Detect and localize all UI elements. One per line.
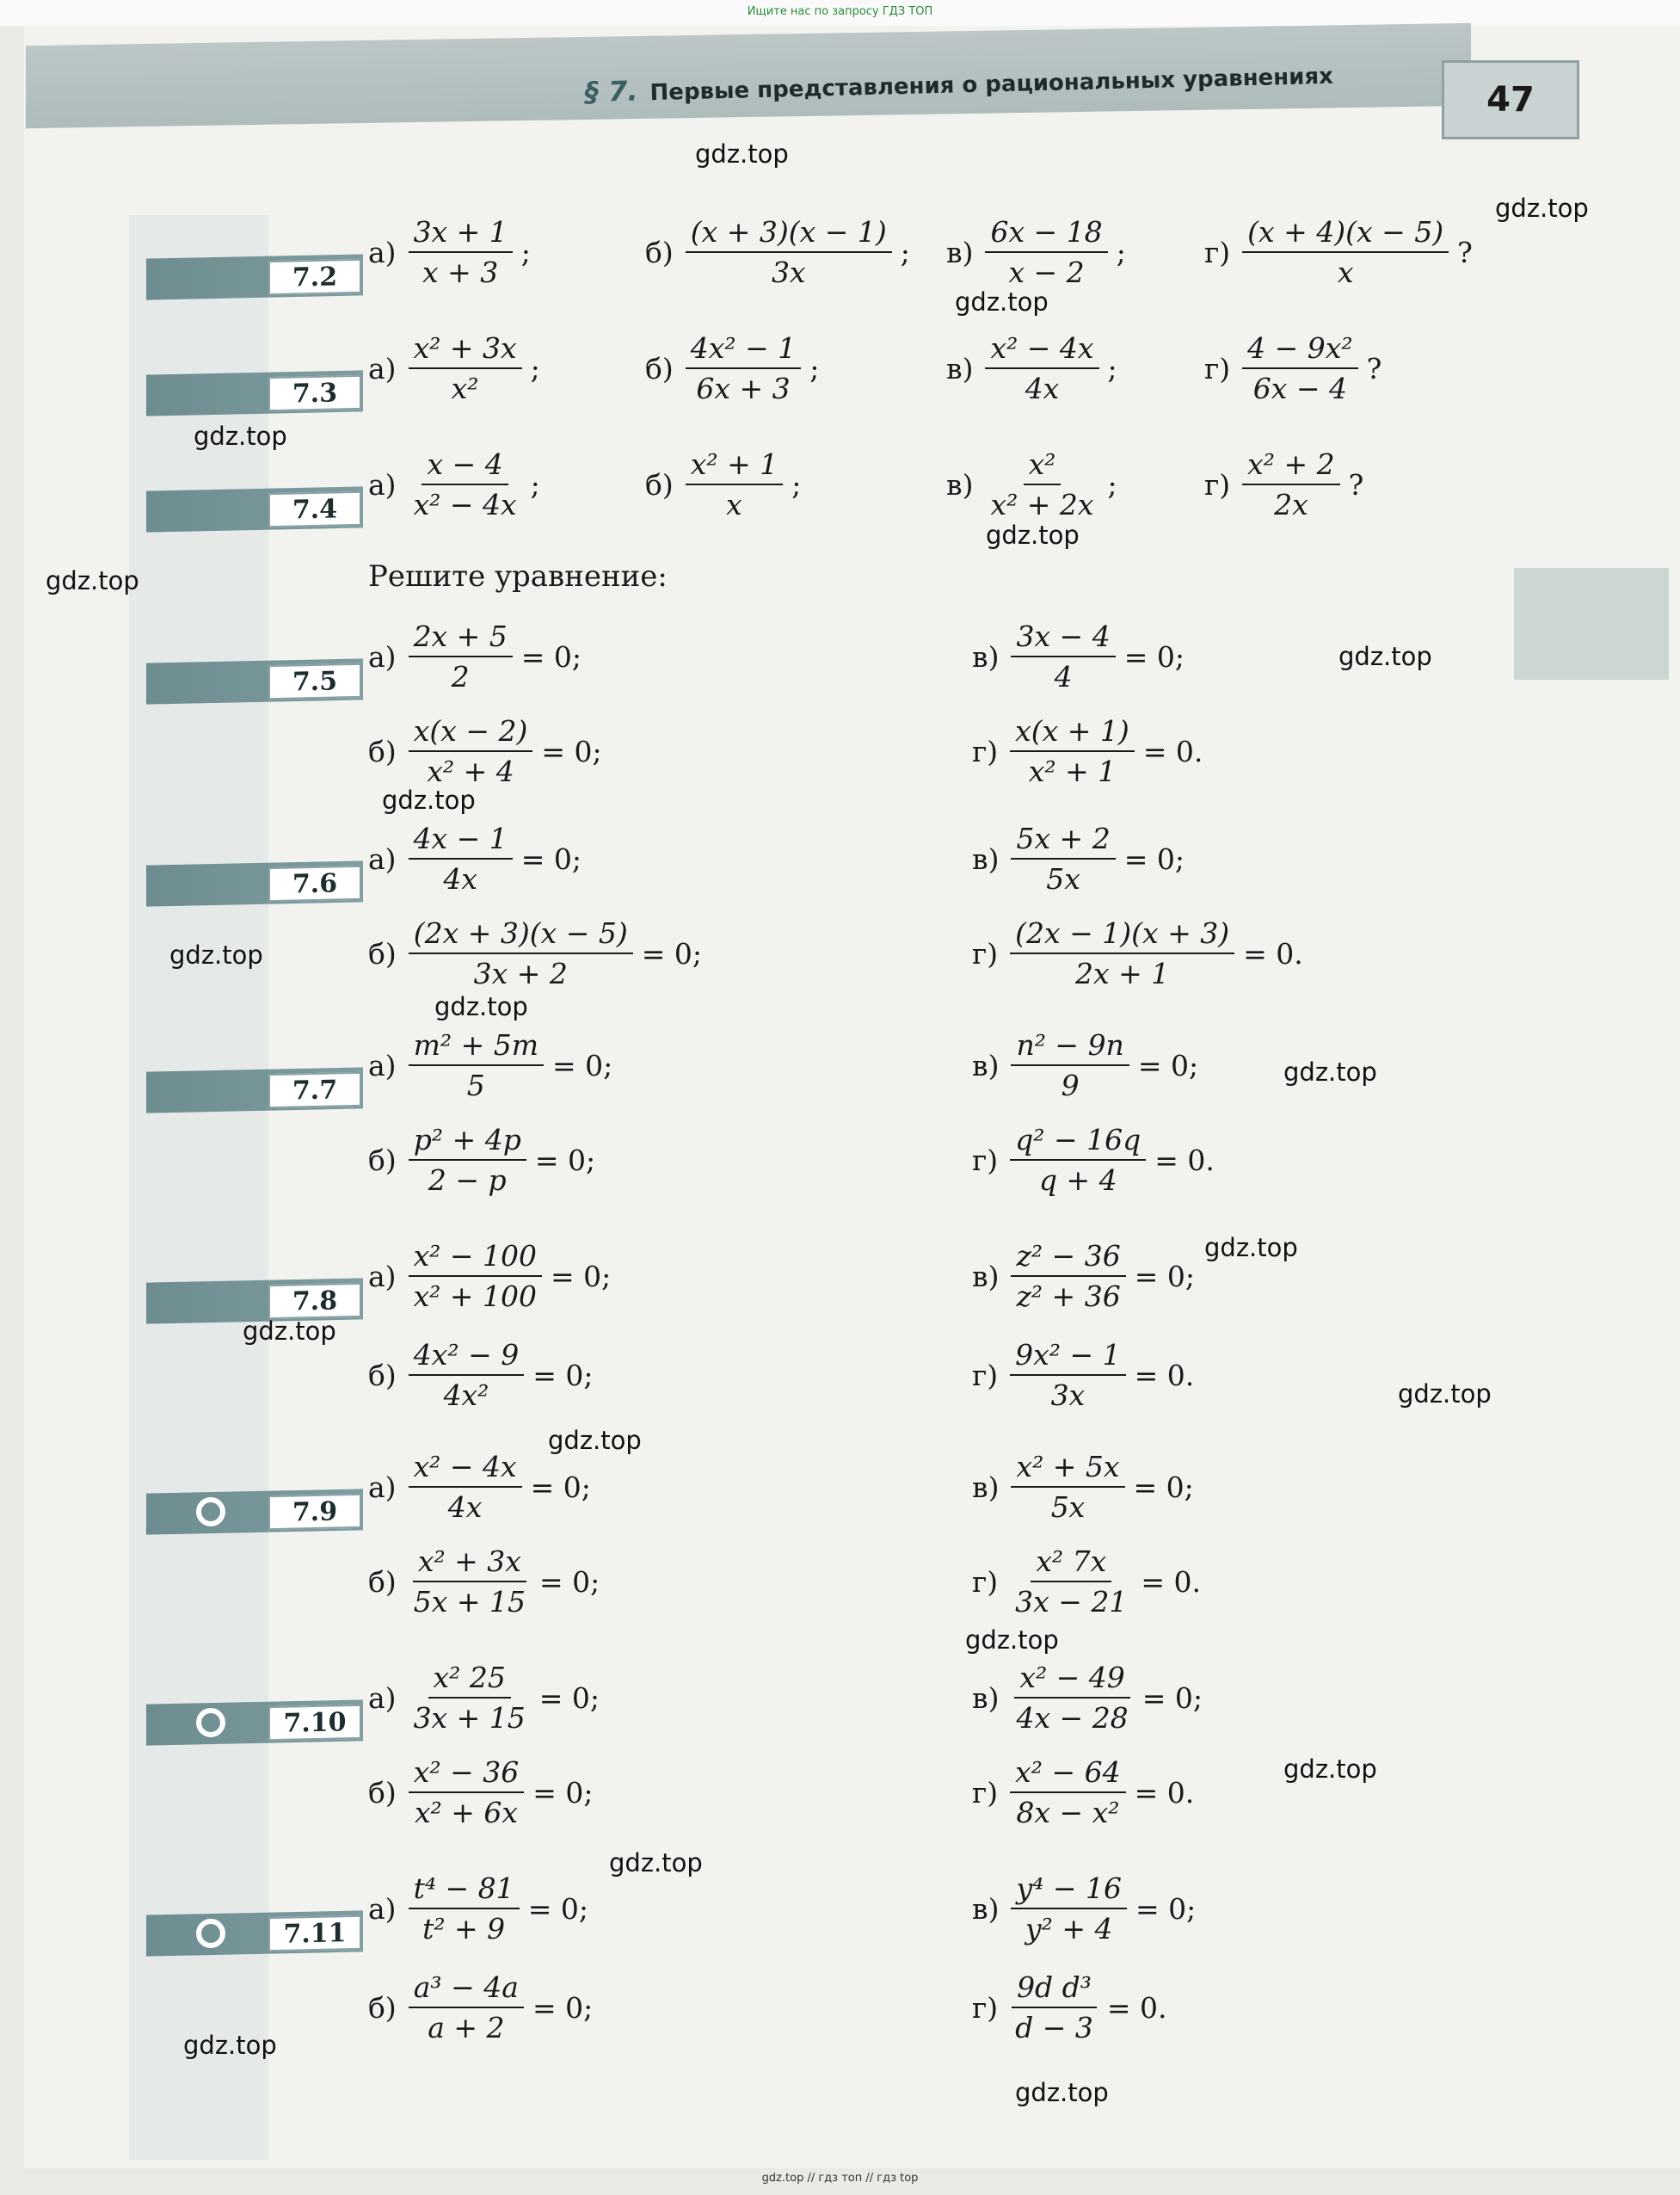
fraction-tail: = 0; (530, 1470, 591, 1504)
task-item (368, 1871, 588, 1945)
task-item (368, 822, 582, 896)
task-item (368, 331, 540, 405)
fraction (409, 822, 513, 896)
fraction-numerator: 3x − 4 (1011, 620, 1115, 657)
watermark: gdz.top (965, 1625, 1059, 1655)
fraction-tail: = 0; (520, 639, 582, 674)
fraction-tail: = 0; (1135, 1891, 1197, 1926)
task-item (368, 447, 540, 521)
fraction (409, 1028, 544, 1102)
task-item (972, 620, 1185, 694)
task-item (972, 1755, 1194, 1829)
watermark: gdz.top (1495, 194, 1589, 223)
fraction-tail: = 0. (1134, 1358, 1195, 1392)
fraction-numerator: x² − 64 (1010, 1755, 1125, 1793)
fraction-denominator: a + 2 (428, 2011, 505, 2044)
item-marker: г) (972, 1564, 999, 1599)
fraction (409, 1970, 524, 2044)
watermark: gdz.top (1204, 1233, 1298, 1262)
fraction (985, 215, 1107, 289)
fraction-denominator: 2x (1274, 488, 1308, 521)
fraction-denominator: 3x − 21 (1015, 1585, 1128, 1619)
watermark: gdz.top (243, 1316, 336, 1346)
task-item (972, 1661, 1203, 1735)
fraction-numerator: m² + 5m (409, 1028, 544, 1066)
fraction-tail: = 0; (532, 1775, 594, 1810)
fraction (1010, 1970, 1098, 2044)
item-marker: б) (368, 734, 397, 768)
fraction-tail: ? (1348, 467, 1364, 502)
item-marker: а) (368, 1891, 397, 1926)
fraction-tail: = 0. (1141, 1564, 1202, 1599)
fraction-numerator: p² + 4p (409, 1123, 526, 1161)
fraction (1242, 215, 1449, 289)
fraction-numerator: x² + 2 (1242, 447, 1339, 485)
fraction-tail: ? (1366, 351, 1382, 385)
task-item (368, 215, 531, 289)
fraction-denominator: x² + 100 (413, 1279, 538, 1313)
task-item (368, 1661, 600, 1735)
task-item (972, 1970, 1167, 2044)
fraction-tail: ; (1116, 235, 1126, 269)
fraction (1011, 1028, 1129, 1102)
fraction-tail: = 0; (1123, 639, 1185, 674)
fraction-denominator: x (1337, 256, 1354, 289)
fraction-denominator: z² + 36 (1016, 1279, 1121, 1313)
fraction-denominator: 2 − p (428, 1163, 507, 1197)
fraction-denominator: 6x − 4 (1252, 372, 1348, 405)
task-number: 7.5 (268, 663, 361, 700)
fraction-numerator: 2x + 5 (409, 620, 513, 657)
fraction-numerator: x² − 4x (985, 331, 1098, 369)
fraction-denominator: 3x + 15 (413, 1701, 526, 1735)
task-item (368, 714, 602, 788)
fraction (1242, 331, 1357, 405)
fraction (409, 1545, 531, 1619)
fraction-tail: ; (1107, 467, 1117, 502)
instruction-heading: Решите уравнение: (368, 559, 668, 594)
fraction-tail: ; (900, 235, 910, 269)
fraction-denominator: x² + 4 (427, 755, 514, 788)
fraction-denominator: 5 (466, 1069, 485, 1102)
fraction-numerator: z² − 36 (1011, 1239, 1125, 1277)
fraction (1011, 1661, 1133, 1735)
fraction-denominator: 3x + 2 (473, 957, 568, 990)
fraction-numerator: 3x + 1 (409, 215, 513, 253)
fraction-tail: = 0; (541, 734, 602, 768)
item-marker: а) (368, 842, 397, 876)
item-marker: а) (368, 1470, 397, 1504)
item-marker: б) (368, 1564, 397, 1599)
fraction (409, 331, 522, 405)
task-item (368, 1123, 595, 1197)
fraction-numerator: x² + 1 (686, 447, 783, 485)
fraction (409, 1871, 520, 1945)
fraction-denominator: 5x (1050, 1490, 1086, 1524)
task-item (972, 714, 1203, 788)
fraction-denominator: 4x (447, 1490, 483, 1524)
task-item (645, 215, 910, 289)
item-marker: б) (368, 1775, 397, 1810)
watermark: gdz.top (1015, 2078, 1109, 2107)
task-item (368, 1970, 593, 2044)
fraction-tail: = 0; (538, 1564, 600, 1599)
fraction-tail: = 0; (538, 1680, 600, 1715)
task-number: 7.2 (268, 259, 361, 295)
task-number: 7.6 (268, 866, 361, 902)
fraction-numerator: t⁴ − 81 (409, 1871, 520, 1909)
fraction-tail: ; (1107, 351, 1117, 385)
fraction (985, 447, 1098, 521)
watermark: gdz.top (1338, 642, 1432, 671)
fraction-numerator: (x + 4)(x − 5) (1242, 215, 1449, 253)
item-marker: а) (368, 235, 397, 269)
fraction-tail: = 0; (551, 1259, 612, 1293)
watermark: gdz.top (1283, 1754, 1377, 1784)
item-marker: в) (972, 1259, 1000, 1293)
fraction-tail: = 0. (1154, 1143, 1215, 1177)
fraction-denominator: 2x + 1 (1075, 957, 1170, 990)
fraction-tail: = 0; (1134, 1259, 1195, 1293)
fraction-denominator: 4 (1054, 660, 1073, 694)
fraction (409, 215, 513, 289)
watermark: gdz.top (986, 521, 1080, 550)
fraction (686, 447, 783, 521)
fraction (1011, 1450, 1124, 1524)
task-item (946, 447, 1117, 521)
fraction (1010, 714, 1135, 788)
fraction-numerator: x² (1024, 447, 1062, 485)
item-marker: г) (1204, 467, 1231, 502)
fraction-denominator: x² − 4x (413, 488, 517, 521)
watermark: gdz.top (382, 786, 476, 815)
fraction-tail: = 0; (534, 1143, 596, 1177)
task-item (972, 822, 1185, 896)
fraction-numerator: 6x − 18 (985, 215, 1107, 253)
task-item (972, 1239, 1195, 1313)
item-marker: в) (972, 1048, 1000, 1082)
fraction-numerator: x(x + 1) (1010, 714, 1135, 752)
fraction-numerator: x² − 100 (409, 1239, 542, 1277)
fraction-numerator: x² 7x (1031, 1545, 1111, 1582)
item-marker: б) (645, 351, 674, 385)
fraction (1011, 1871, 1127, 1945)
item-marker: г) (1204, 235, 1231, 269)
task-item (972, 1028, 1198, 1102)
fraction-tail: = 0. (1243, 936, 1303, 971)
item-marker: а) (368, 351, 397, 385)
fraction-numerator: y⁴ − 16 (1011, 1871, 1127, 1909)
fraction (409, 1123, 526, 1197)
item-marker: в) (972, 1680, 1000, 1715)
fraction (686, 215, 892, 289)
task-item (1204, 331, 1382, 405)
fraction (409, 1338, 524, 1412)
task-item (946, 331, 1117, 405)
fraction-tail: = 0; (520, 842, 582, 876)
top-note: Ищите нас по запросу ГДЗ ТОП (747, 5, 933, 18)
fraction-numerator: 4x² − 9 (409, 1338, 524, 1376)
fraction-tail: = 0; (641, 936, 702, 971)
fraction (409, 620, 513, 694)
task-item (368, 1028, 612, 1102)
fraction-denominator: 8x − x² (1016, 1796, 1120, 1829)
item-marker: а) (368, 1048, 397, 1082)
task-item (972, 1338, 1194, 1412)
fraction-tail: = 0; (1137, 1048, 1199, 1082)
fraction-numerator: (2x + 3)(x − 5) (409, 916, 633, 954)
fraction (1010, 1338, 1125, 1412)
fraction (1011, 620, 1115, 694)
fraction-numerator: x² + 5x (1011, 1450, 1124, 1488)
fraction-denominator: 3x (1050, 1378, 1086, 1412)
fraction-tail: = 0; (1142, 1680, 1203, 1715)
task-item (368, 1545, 600, 1619)
fraction-denominator: 6x + 3 (696, 372, 791, 405)
fraction (1011, 1239, 1125, 1313)
fraction-denominator: x + 3 (422, 256, 499, 289)
watermark: gdz.top (1398, 1379, 1492, 1409)
difficulty-circle-icon (196, 1919, 225, 1948)
section-title-text: Первые представления о рациональных уравнениях (649, 63, 1334, 107)
task-item (1204, 447, 1363, 521)
fraction-denominator: 9 (1061, 1069, 1080, 1102)
fraction-numerator: 4x² − 1 (686, 331, 801, 369)
task-item (645, 331, 819, 405)
fraction (409, 916, 633, 990)
fraction-numerator: x² − 4x (409, 1450, 522, 1488)
item-marker: в) (972, 639, 1000, 674)
fraction-tail: ; (791, 467, 802, 502)
task-item (972, 1450, 1194, 1524)
item-marker: г) (972, 1143, 999, 1177)
task-item (368, 1239, 611, 1313)
watermark: gdz.top (169, 940, 263, 970)
fraction-numerator: 4 − 9x² (1242, 331, 1357, 369)
watermark: gdz.top (46, 566, 139, 595)
fraction-numerator: x − 4 (422, 447, 508, 485)
paragraph-number: § 7. (584, 74, 639, 108)
fraction-denominator: 5x + 15 (413, 1585, 526, 1619)
task-item (972, 1123, 1215, 1197)
item-marker: в) (946, 467, 974, 502)
fraction (1010, 1123, 1146, 1197)
fraction-numerator: x² − 36 (409, 1755, 524, 1793)
page-number: 47 (1442, 60, 1579, 139)
fraction-numerator: x² 25 (428, 1661, 511, 1699)
task-number: 7.11 (268, 1915, 361, 1951)
item-marker: г) (972, 936, 999, 971)
watermark: gdz.top (1283, 1057, 1377, 1087)
item-marker: а) (368, 1680, 397, 1715)
task-item (972, 1871, 1196, 1945)
item-marker: б) (645, 467, 674, 502)
item-marker: г) (1204, 351, 1231, 385)
task-number: 7.9 (268, 1494, 361, 1530)
fraction-numerator: 9x² − 1 (1010, 1338, 1125, 1376)
task-item (368, 1338, 593, 1412)
task-item (368, 1755, 593, 1829)
fraction-tail: = 0. (1134, 1775, 1195, 1810)
watermark: gdz.top (183, 2031, 277, 2060)
task-item (645, 447, 801, 521)
fraction-tail: = 0; (532, 1358, 594, 1392)
fraction-numerator: x(x − 2) (409, 714, 533, 752)
task-item (972, 916, 1303, 990)
item-marker: г) (972, 734, 999, 768)
fraction-denominator: y² + 4 (1025, 1912, 1113, 1945)
fraction-tail: ? (1457, 235, 1473, 269)
fraction-denominator: x² + 2x (990, 488, 1094, 521)
task-number: 7.8 (268, 1283, 361, 1319)
task-item (368, 620, 582, 694)
fraction-numerator: 9d d³ (1012, 1970, 1097, 2008)
task-item (368, 916, 702, 990)
item-marker: а) (368, 467, 397, 502)
fraction (409, 447, 522, 521)
watermark: gdz.top (194, 422, 287, 451)
fraction-denominator: x² + 1 (1028, 755, 1117, 788)
fraction-denominator: x² + 6x (414, 1796, 519, 1829)
fraction-numerator: 4x − 1 (409, 822, 513, 860)
fraction (409, 1239, 542, 1313)
fraction-tail: = 0; (1133, 1470, 1194, 1504)
fraction-tail: = 0. (1106, 1990, 1167, 2025)
item-marker: б) (368, 1990, 397, 2025)
fraction-denominator: 4x² (443, 1378, 489, 1412)
task-number: 7.4 (268, 491, 361, 527)
item-marker: а) (368, 1259, 397, 1293)
fraction-denominator: 4x (1025, 372, 1060, 405)
fraction-tail: ; (530, 467, 540, 502)
task-number: 7.10 (268, 1705, 361, 1741)
fraction (1010, 1755, 1125, 1829)
watermark: gdz.top (548, 1426, 642, 1455)
fraction-numerator: n² − 9n (1011, 1028, 1129, 1066)
fraction-numerator: q² − 16q (1010, 1123, 1146, 1161)
fraction-numerator: (2x − 1)(x + 3) (1010, 916, 1234, 954)
faded-background-tab (1514, 568, 1669, 680)
fraction-denominator: 5x (1046, 862, 1080, 896)
fraction (1011, 822, 1115, 896)
fraction (1242, 447, 1339, 521)
fraction-denominator: x (726, 488, 742, 521)
task-item (972, 1545, 1201, 1619)
fraction (409, 1755, 524, 1829)
fraction-denominator: d − 3 (1015, 2011, 1093, 2044)
item-marker: а) (368, 639, 397, 674)
fraction-denominator: 2 (451, 660, 470, 694)
fraction-numerator: x² + 3x (409, 331, 522, 369)
fraction (686, 331, 801, 405)
fraction (1010, 1545, 1132, 1619)
item-marker: б) (368, 1143, 397, 1177)
watermark: gdz.top (695, 139, 789, 169)
fraction-tail: ; (520, 235, 531, 269)
item-marker: б) (368, 936, 397, 971)
fraction-denominator: q + 4 (1038, 1163, 1117, 1197)
difficulty-circle-icon (196, 1708, 225, 1737)
item-marker: г) (972, 1358, 999, 1392)
fraction (409, 714, 533, 788)
item-marker: г) (972, 1990, 999, 2025)
task-number: 7.3 (268, 375, 361, 411)
fraction (1010, 916, 1234, 990)
task-item (946, 215, 1126, 289)
fraction-tail: = 0; (552, 1048, 613, 1082)
fraction-denominator: x² (451, 372, 479, 405)
fraction-denominator: 3x (771, 256, 806, 289)
item-marker: б) (645, 235, 674, 269)
item-marker: б) (368, 1358, 397, 1392)
fraction-numerator: 5x + 2 (1011, 822, 1115, 860)
fraction (409, 1450, 522, 1524)
fraction-tail: ; (530, 351, 540, 385)
item-marker: в) (946, 235, 974, 269)
fraction-tail: = 0. (1142, 734, 1203, 768)
fraction-denominator: t² + 9 (422, 1912, 506, 1945)
fraction-numerator: x² − 49 (1014, 1661, 1129, 1699)
item-marker: в) (972, 842, 1000, 876)
task-item (368, 1450, 591, 1524)
task-number: 7.7 (268, 1072, 361, 1108)
footer-note: gdz.top // гдз топ // гдз top (761, 2172, 919, 2185)
item-marker: в) (972, 1470, 1000, 1504)
fraction-numerator: a³ − 4a (409, 1970, 524, 2008)
difficulty-circle-icon (196, 1497, 225, 1526)
task-item (1204, 215, 1473, 289)
fraction-denominator: x − 2 (1008, 256, 1085, 289)
fraction-tail: ; (809, 351, 820, 385)
fraction-numerator: (x + 3)(x − 1) (686, 215, 892, 253)
fraction-denominator: 4x − 28 (1016, 1701, 1129, 1735)
watermark: gdz.top (955, 287, 1049, 317)
fraction (985, 331, 1098, 405)
watermark: gdz.top (434, 992, 528, 1021)
watermark: gdz.top (609, 1848, 703, 1877)
item-marker: г) (972, 1775, 999, 1810)
fraction-tail: = 0; (527, 1891, 588, 1926)
item-marker: в) (972, 1891, 1000, 1926)
fraction-tail: = 0; (1123, 842, 1185, 876)
fraction (409, 1661, 531, 1735)
item-marker: в) (946, 351, 974, 385)
fraction-tail: = 0; (532, 1990, 594, 2025)
fraction-denominator: 4x (443, 862, 477, 896)
fraction-numerator: x² + 3x (413, 1545, 526, 1582)
